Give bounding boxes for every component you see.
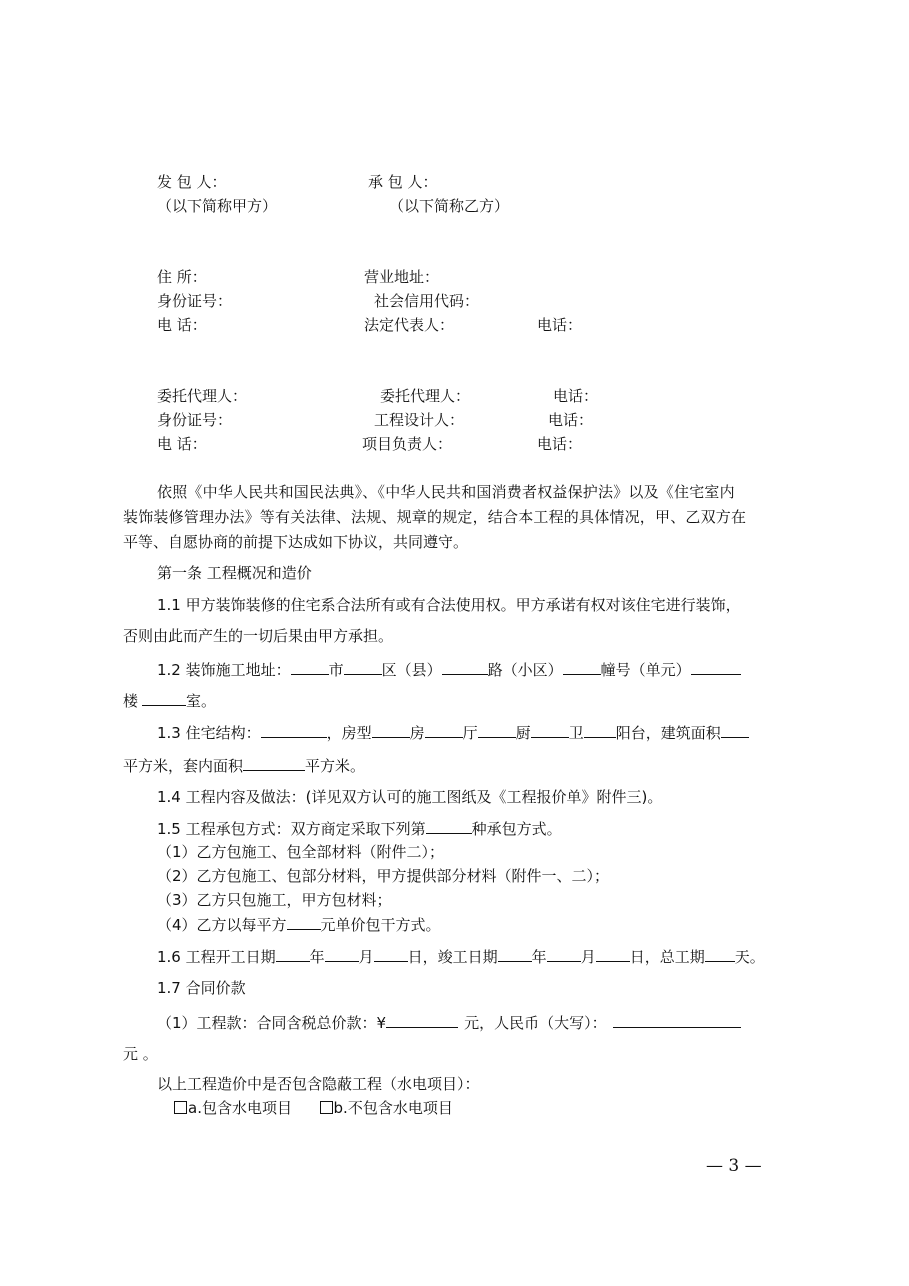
- mode-option-1: （1）乙方包施工、包全部材料（附件二）；: [157, 843, 445, 861]
- end-day-label: 日，总工期: [629, 948, 705, 966]
- district-blank[interactable]: [344, 659, 382, 675]
- sqm-label-2: 平方米。: [305, 757, 366, 775]
- start-month-label: 月: [358, 948, 374, 966]
- clause-1-5-prefix: 1.5 工程承包方式：双方商定采取下列第: [157, 820, 426, 838]
- clause-1-3-line-2: [123, 755, 365, 776]
- id-number-label: 身份证号：: [157, 292, 233, 310]
- hidden-works-options: [174, 1098, 453, 1118]
- business-address-label: 营业地址：: [364, 268, 440, 286]
- agent-id-label: 身份证号：: [157, 411, 233, 429]
- credit-code-label: 社会信用代码：: [374, 292, 480, 310]
- clause-1-6-prefix: 1.6 工程开工日期: [157, 948, 276, 966]
- sqm-label-1: 平方米，套内面积: [123, 757, 244, 775]
- end-month-blank[interactable]: [547, 946, 581, 962]
- mode-option-4: [157, 914, 441, 935]
- room-blank[interactable]: [142, 690, 186, 706]
- kitchens-label: 厨: [515, 724, 531, 742]
- mode-option-2: （2）乙方包施工、包部分材料，甲方提供部分材料（附件一、二）；: [157, 867, 610, 885]
- clause-1-1-line-1: 1.1 甲方装饰装修的住宅系合法所有或有合法使用权。甲方承诺有权对该住宅进行装饰，: [157, 596, 741, 614]
- clause-1-2-line-1: [157, 659, 741, 680]
- fee-prefix: （1）工程款：合同含税总价款：¥: [157, 1014, 387, 1032]
- clause-1-6: [157, 946, 765, 967]
- fee-mid: 元，人民币（大写）：: [464, 1014, 607, 1032]
- option-a-checkbox[interactable]: [174, 1101, 187, 1114]
- baths-label: 卫: [568, 724, 584, 742]
- start-day-label: 日，竣工日期: [407, 948, 498, 966]
- agent-label-left: 委托代理人：: [157, 387, 248, 405]
- article-1-heading: 第一条 工程概况和造价: [157, 564, 312, 582]
- start-day-blank[interactable]: [374, 946, 408, 962]
- clause-1-2-line-2: [123, 690, 216, 711]
- legal-rep-label: 法定代表人：: [364, 316, 455, 334]
- option-b-checkbox[interactable]: [320, 1101, 333, 1114]
- intro-line-3: 平等、自愿协商的前提下达成如下协议，共同遵守。: [123, 533, 469, 551]
- agent-phone-label: 电话：: [553, 387, 599, 405]
- inner-area-blank[interactable]: [243, 755, 305, 771]
- agent-phone-left-label: 电 话：: [157, 435, 207, 453]
- employer-label: 发 包 人：: [157, 173, 227, 191]
- balcony-label: 阳台，建筑面积: [615, 724, 721, 742]
- page-number: — 3 —: [706, 1156, 762, 1176]
- intro-line-1: 依照《中华人民共和国民法典》、《中华人民共和国消费者权益保护法》以及《住宅室内: [157, 483, 735, 501]
- city-label: 市: [328, 661, 344, 679]
- district-label: 区（县）: [381, 661, 442, 679]
- clause-1-1-line-2: 否则由此而产生的一切后果由甲方承担。: [123, 627, 394, 645]
- intro-line-2: 装饰装修管理办法》等有关法律、法规、规章的规定，结合本工程的具体情况，甲、乙双方在: [123, 508, 747, 526]
- leader-phone-label: 电话：: [537, 435, 583, 453]
- clause-1-2-prefix: 1.2 装饰施工地址：: [157, 661, 291, 679]
- clause-1-7-heading: 1.7 合同价款: [157, 979, 246, 997]
- mode-option-4-prefix: （4）乙方以每平方: [157, 916, 287, 934]
- end-day-blank[interactable]: [596, 946, 630, 962]
- room-label: 室。: [186, 692, 217, 710]
- contractor-note: （以下简称乙方）: [389, 197, 510, 215]
- hidden-works-question: 以上工程造价中是否包含隐蔽工程（水电项目）：: [157, 1075, 480, 1093]
- start-month-blank[interactable]: [325, 946, 359, 962]
- city-blank[interactable]: [291, 659, 329, 675]
- end-year-blank[interactable]: [498, 946, 532, 962]
- duration-label: 天。: [734, 948, 765, 966]
- baths-blank[interactable]: [531, 722, 569, 738]
- contract-mode-blank[interactable]: [426, 818, 472, 834]
- rooms-blank[interactable]: [372, 722, 410, 738]
- start-year-label: 年: [309, 948, 325, 966]
- type-label: ，房型: [326, 724, 372, 742]
- clause-1-4: 1.4 工程内容及做法：(详见双方认可的施工图纸及《工程报价单》附件三)。: [157, 788, 663, 806]
- road-label: 路（小区）: [487, 661, 563, 679]
- phone-label: 电 话：: [157, 316, 207, 334]
- designer-phone-label: 电话：: [548, 411, 594, 429]
- structure-blank[interactable]: [261, 722, 327, 738]
- option-a-label: a.包含水电项目: [188, 1099, 292, 1117]
- clause-1-5-suffix: 种承包方式。: [471, 820, 562, 838]
- residence-label: 住 所：: [157, 268, 207, 286]
- halls-blank[interactable]: [425, 722, 463, 738]
- floor-label: 楼: [123, 692, 139, 710]
- unit-price-blank[interactable]: [287, 914, 321, 930]
- road-blank[interactable]: [442, 659, 488, 675]
- clause-1-3-prefix: 1.3 住宅结构：: [157, 724, 261, 742]
- building-blank[interactable]: [563, 659, 601, 675]
- rooms-label: 房: [409, 724, 425, 742]
- mode-option-3: （3）乙方只包施工，甲方包材料；: [157, 891, 392, 909]
- unit-blank[interactable]: [691, 659, 741, 675]
- employer-note: （以下简称甲方）: [157, 197, 278, 215]
- building-label: 幢号（单元）: [600, 661, 691, 679]
- fee-unit: 元 。: [123, 1045, 158, 1063]
- clause-1-5-line: [157, 818, 562, 839]
- end-month-label: 月: [580, 948, 596, 966]
- phone-label-2: 电话：: [537, 316, 583, 334]
- balcony-blank[interactable]: [584, 722, 616, 738]
- contractor-label: 承 包 人：: [368, 173, 438, 191]
- fee-uppercase-blank[interactable]: [613, 1012, 741, 1028]
- kitchens-blank[interactable]: [478, 722, 516, 738]
- clause-1-7-fee-line: [157, 1012, 741, 1033]
- fee-number-blank[interactable]: [386, 1012, 458, 1028]
- designer-label: 工程设计人：: [374, 411, 465, 429]
- option-b-label: b.不包含水电项目: [333, 1099, 453, 1117]
- project-leader-label: 项目负责人：: [362, 435, 453, 453]
- halls-label: 厅: [462, 724, 478, 742]
- agent-label-right: 委托代理人：: [380, 387, 471, 405]
- start-year-blank[interactable]: [276, 946, 310, 962]
- end-year-label: 年: [531, 948, 547, 966]
- duration-blank[interactable]: [705, 946, 735, 962]
- clause-1-3-line-1: [157, 722, 749, 743]
- mode-option-4-suffix: 元单价包干方式。: [320, 916, 441, 934]
- building-area-blank[interactable]: [721, 722, 749, 738]
